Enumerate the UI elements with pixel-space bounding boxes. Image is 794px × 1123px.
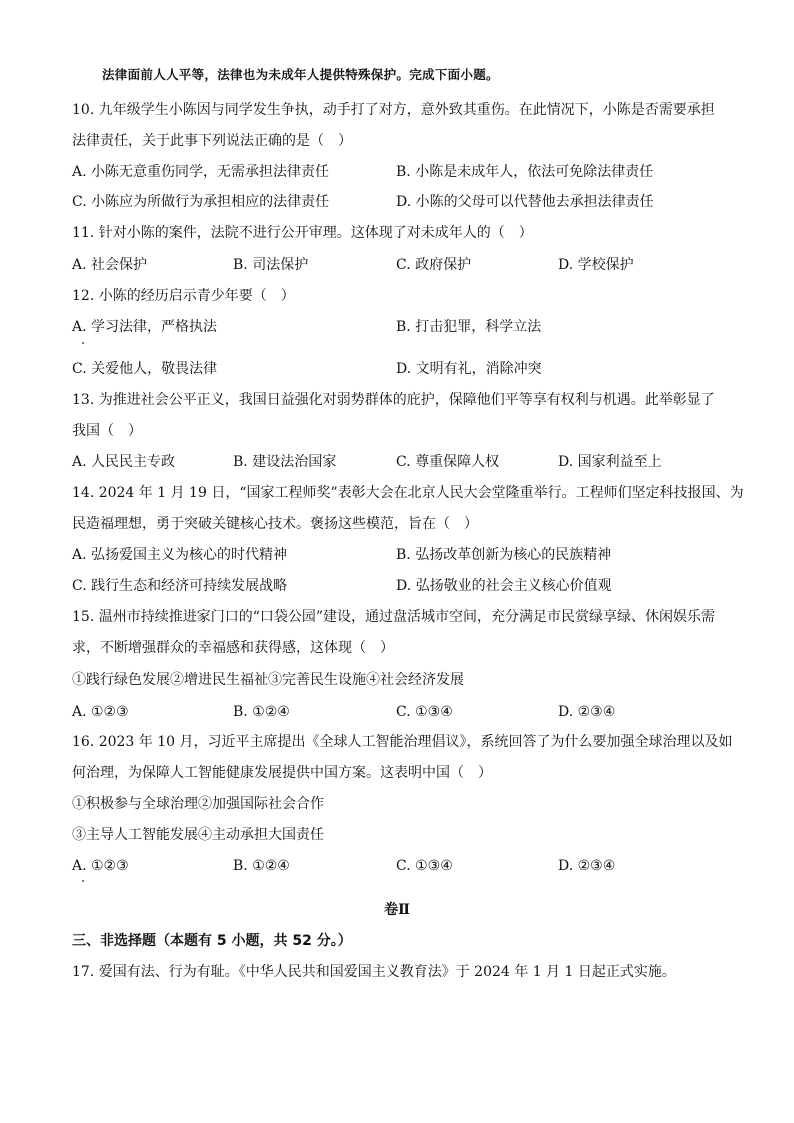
question-16-option-a: A. ①②③ [72,858,129,874]
question-12-option-d: D. 文明有礼，消除冲突 [396,361,542,377]
question-12-option-c: C. 关爱他人，敬畏法律 [72,361,218,377]
question-13-option-d: D. 国家利益至上 [558,454,662,470]
question-13-stem: 13. 为推进社会公平正义，我国日益强化对弱势群体的庇护，保障他们平等享有权利与机遇。此举彰显了 [72,392,715,408]
question-10-option-d: D. 小陈的父母可以代替他去承担法律责任 [396,194,654,210]
question-15-option-d: D. ②③④ [558,704,616,720]
question-14-stem: 14. 2024 年 1 月 19 日，“国家工程师奖”表彰大会在北京人民大会堂隆重举行。工程师们坚定科技报国、为 [72,485,744,501]
question-17-stem: 17. 爱国有法、行为有耻。《中华人民共和国爱国主义教育法》于 2024 年 1 月 1 日起正式实施。 [72,964,676,980]
scan-speck [82,880,84,882]
question-11-option-a: A. 社会保护 [72,257,148,273]
question-11-option-b: B. 司法保护 [233,257,309,273]
question-13-option-a: A. 人民民主专政 [72,454,176,470]
question-13-option-c: C. 尊重保障人权 [396,454,500,470]
question-16-option-d: D. ②③④ [558,858,616,874]
question-14-stem-cont: 民造福理想，勇于突破关键核心技术。褒扬这些模范，旨在（ ） [72,516,478,532]
question-10-option-b: B. 小陈是未成年人，依法可免除法律责任 [396,164,654,180]
question-10-stem: 10. 九年级学生小陈因与同学发生争执，动手打了对方，意外致其重伤。在此情况下，小陈是否需要承担 [72,102,715,118]
question-14-option-a: A. 弘扬爱国主义为核心的时代精神 [72,547,288,563]
question-13-stem-cont: 我国（ ） [72,423,142,439]
question-10-option-a: A. 小陈无意重伤同学，无需承担法律责任 [72,164,330,180]
part-heading: 三、非选择题（本题有 5 小题，共 52 分。） [72,933,352,949]
question-16-statements-2: ③主导人工智能发展④主动承担大国责任 [72,827,324,843]
question-15-option-b: B. ①②④ [233,704,290,720]
question-16-stem: 16. 2023 年 10 月，习近平主席提出《全球人工智能治理倡议》，系统回答了为什么要加强全球治理以及如 [72,734,733,750]
question-15-statements: ①践行绿色发展②增进民生福祉③完善民生设施④社会经济发展 [72,672,464,688]
question-12-stem: 12. 小陈的经历启示青少年要（ ） [72,288,295,304]
question-11-stem: 11. 针对小陈的案件，法院不进行公开审理。这体现了对未成年人的（ ） [72,225,533,241]
question-11-option-c: C. 政府保护 [396,257,472,273]
section-intro: 法律面前人人平等，法律也为未成年人提供特殊保护。完成下面小题。 [102,67,499,82]
question-13-option-b: B. 建设法治国家 [233,454,337,470]
question-14-option-b: B. 弘扬改革创新为核心的民族精神 [396,547,612,563]
question-15-stem: 15. 温州市持续推进家门口的“口袋公园”建设，通过盘活城市空间，充分满足市民赏绿享绿、休闲娱乐需 [72,609,716,625]
question-12-option-a: A. 学习法律，严格执法 [72,319,218,335]
scan-speck [82,342,84,344]
section-title: 卷Ⅱ [384,902,410,918]
question-15-option-c: C. ①③④ [396,704,453,720]
question-14-option-d: D. 弘扬敬业的社会主义核心价值观 [396,578,612,594]
question-14-option-c: C. 践行生态和经济可持续发展战略 [72,578,288,594]
question-10-stem-cont: 法律责任，关于此事下列说法正确的是（ ） [72,133,352,149]
question-12-option-b: B. 打击犯罪，科学立法 [396,319,542,335]
question-16-stem-cont: 何治理，为保障人工智能健康发展提供中国方案。这表明中国（ ） [72,765,492,781]
question-15-stem-cont: 求，不断增强群众的幸福感和获得感，这体现（ ） [72,640,394,656]
question-16-option-b: B. ①②④ [233,858,290,874]
question-16-option-c: C. ①③④ [396,858,453,874]
question-10-option-c: C. 小陈应为所做行为承担相应的法律责任 [72,194,330,210]
question-16-statements-1: ①积极参与全球治理②加强国际社会合作 [72,796,324,812]
question-15-option-a: A. ①②③ [72,704,129,720]
question-11-option-d: D. 学校保护 [558,257,634,273]
